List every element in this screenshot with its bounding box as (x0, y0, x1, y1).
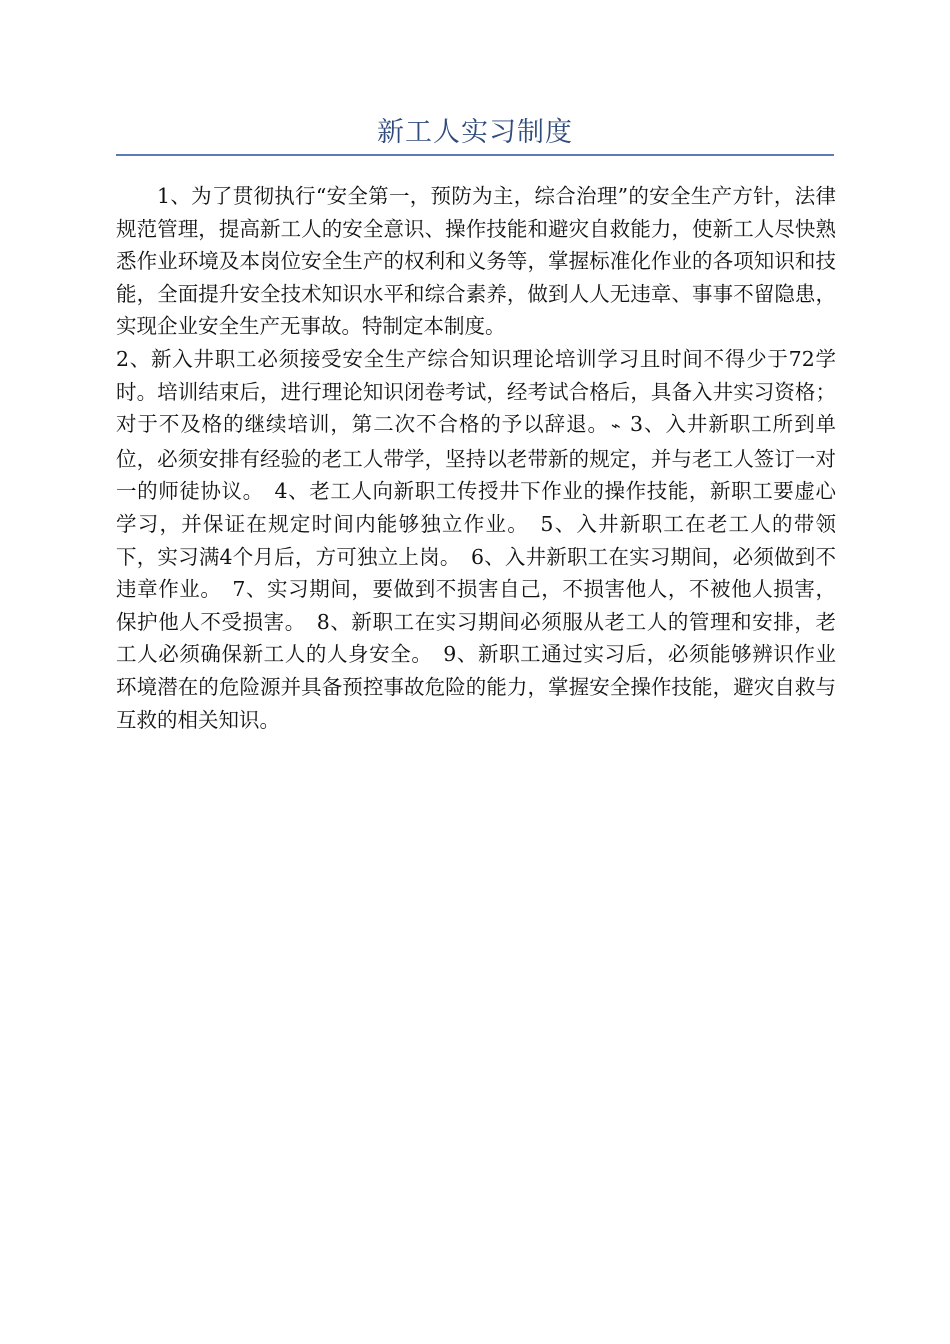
stray-squiggle-icon: ⌁ (610, 416, 621, 436)
paragraph-2b-text: 3、入井新职工所到单位，必须安排有经验的老工人带学，坚持以老带新的规定，并与老工人签订一对一的师徒协议。 4、老工人向新职工传授井下作业的操作技能，新职工要虚心学习，并保证在规定时间内能够独立作业。 5、入井新职工在老工人的带领下，实习满4个月后，方可独立上岗。 6、入井新职工在实习期间，必须做到不违章作业。 7、实习期间，要做到不损害自己，不损害他人，不被他人损害，保护他人不受损害。 8、新职工在实习期间必须服从老工人的管理和安排，老工人必须确保新工人的人身安全。 9、新职工通过实习后，必须能够辨识作业环境潜在的危险源并具备预控事故危险的能力，掌握安全操作技能，避灾自救与互救的相关知识。 (116, 412, 837, 732)
document-body (116, 180, 836, 736)
title-underline (116, 154, 834, 156)
paragraph-2 (116, 343, 836, 736)
paragraph-2a-text: 2、新入井职工必须接受安全生产综合知识理论培训学习且时间不得少于72学时。培训结束后，进行理论知识闭卷考试，经考试合格后，具备入井实习资格；对于不及格的继续培训，第二次不合格的予以辞退。 (116, 346, 836, 437)
paragraph-1: 1、为了贯彻执行“安全第一，预防为主，综合治理”的安全生产方针，法律规范管理，提高新工人的安全意识、操作技能和避灾自救能力，使新工人尽快熟悉作业环境及本岗位安全生产的权利和义务等，掌握标准化作业的各项知识和技能，全面提升安全技术知识水平和综合素养，做到人人无违章、事事不留隐患，实现企业安全生产无事故。特制定本制度。 (116, 184, 836, 339)
title-block (116, 110, 834, 156)
document-title: 新工人实习制度 (377, 117, 573, 148)
